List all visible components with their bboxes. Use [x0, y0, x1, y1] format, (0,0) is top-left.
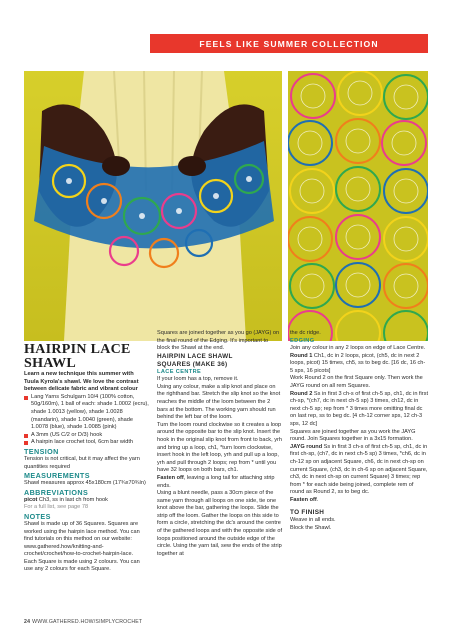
round-note: Work Round 2 on the first Square only. Then work the JAYG round on all rem Squares. [290, 375, 423, 389]
tension-text: Tension is not critical, but it may affect the yarn quantities required [24, 455, 140, 470]
footer-url: WWW.GATHERED.HOW/SIMPLYCROCHET [32, 619, 143, 625]
intro-text: Squares are joined together as you go (JAYG) on the final round of the Edging. It's important to block the Shawl at the end. [157, 330, 280, 352]
round-2-text: Round 2 Ss in first 3 ch-s of first ch-5 sp, ch1, dc in first ch-sp, *(ch7, dc in next ch-5 sp) 3 times, ch12, dc in next ch-5 sp; rep from * 3 times more omitting final dc on last rep, ss to beg dc. [4 ch-12 corner sps, 12 ch-3 sps, 12 dc] [290, 390, 429, 427]
materials-item: Lang Yarns Schulgarn 10/4 (100% cotton, 50g/160m), 1 ball of each: shade 1.0002 (ecru), shade 1.0013 (yellow), shade 1.0028 (mandarin), shade 1.0040 (green), shade 1.0078 (blue), shade 1.0085 (pink) [24, 394, 149, 432]
instruction-para: Using a blunt needle, pass a 30cm piece of the same yarn through all loops on one side, tie one knot above the bar, gathering the loops. Slide the strip off the loom. Gather the loops on this side to form a circle, stretching the dc's around the centre of the gathered loops and with the opposite side of loops positioned around the outside edge of the circle. Using the yarn tail, sew the ends of the strip together at [157, 490, 283, 557]
continued-text: the dc ridge. [290, 330, 321, 336]
jayg-round-text: JAYG round Ss in first 3 ch-s of first ch-5 sp, ch1, dc in first ch-sp, (ch7, dc in next ch-5 sp) 3 times, *ch6, dc in ch-12 sp on adjacent Square, ch6, dc in next ch-sp on current Square, (ch3, dc in ch-6 sp on adjacent Square, ch3, dc in next ch-sp on current Square) 3 times; rep from * for each side being joined, complete rem of round as Round 2, ss to beg dc. [290, 443, 428, 496]
squares-heading: SQUARES (MAKE 36) [157, 360, 228, 368]
page-number: 24 [24, 619, 31, 625]
round-note: Squares are joined together as you work the JAYG round. Join Squares together in a 3x15 formation. [290, 428, 416, 443]
edging-text: Join any colour in any 2 loops on edge of Lace Centre. [290, 345, 426, 351]
abbreviations-heading: ABBREVIATIONS [24, 487, 89, 497]
materials-item: A hairpin lace crochet tool, 6cm bar width [24, 439, 149, 447]
shawl-model-photo [24, 71, 282, 341]
notes-text: Each Square is made using 2 colours. You can use any 2 colours for each Square. [24, 558, 140, 573]
instruction-para: Using any colour, make a slip knot and place on the righthand bar. Stretch the slip knot so the knot reaches the middle of the loom between the 2 bars at the bottom. The working yarn should run behind the left bar of the loom. [157, 383, 281, 421]
round-1-text: Round 1 Ch1, dc in 2 loops, picot, (ch5, dc in next 2 loops, picot) 15 times, ch5, ss to beg dc. [16 dc, 16 ch-5 sps, 16 picots] [290, 352, 426, 374]
section-heading: HAIRPIN LACE SHAWL [157, 352, 233, 360]
bullet-square-icon [24, 396, 28, 400]
notes-heading: NOTES [24, 511, 51, 521]
finish-text: Weave in all ends. [290, 517, 336, 524]
bullet-square-icon [24, 441, 28, 445]
lace-centre-heading: LACE CENTRE [157, 368, 202, 375]
tension-heading: TENSION [24, 446, 59, 456]
instruction-para: Turn the loom round clockwise so it creates a loop around the opposite bar to the slip knot. Insert the hook in the original slip knot from front to back, yrh and bring up a loop, ch1, *turn loom clockwise, insert hook in the left loop, yrh and pull up a loop, yrh and pull through 2 loops; rep from * until you have 32 loops on both bars, ch1. [157, 421, 282, 474]
finish-heading: TO FINISH [290, 509, 325, 517]
finish-text: Block the Shawl. [290, 525, 332, 532]
bullet-square-icon [24, 434, 28, 438]
column-2 [157, 330, 282, 558]
column-3 [290, 330, 428, 533]
abbreviations-ref: For a full list, see page 78 [24, 504, 89, 511]
measurements-heading: MEASUREMENTS [24, 471, 90, 481]
column-1 [24, 343, 149, 574]
abbreviations-text: picot Ch3, ss in last ch from hook [24, 496, 108, 503]
lace-closeup-photo [288, 71, 428, 341]
instruction-para: If your loom has a top, remove it. [157, 376, 239, 383]
materials-item: A 3mm (US C/2 or D/3) hook [24, 432, 149, 440]
fasten-off-text: Fasten off, leaving a long tail for attaching strip ends. [157, 474, 275, 489]
intro-lead: Learn a new technique this summer with Tuula Kyrola's shawl. We love the contrast between delicate fabric and vibrant colour [24, 371, 139, 393]
edging-heading: EDGING [290, 337, 315, 344]
measurements-text: Shawl measures approx 45x180cm (17¾x70¾ín) [24, 480, 146, 487]
pattern-title: HAIRPIN LACE SHAWL [24, 342, 131, 371]
notes-text: Shawl is made up of 36 Squares. Squares are worked using the hairpin lace method. You can find tutorials on this method on our website: www.gathered.how/knitting-and-crochet/crochet/how-to-crochet-hairpin-lace. [24, 520, 140, 558]
section-banner: FEELS LIKE SUMMER COLLECTION [150, 34, 428, 53]
fasten-off-text: Fasten off. [290, 496, 319, 503]
page-footer [24, 619, 142, 625]
